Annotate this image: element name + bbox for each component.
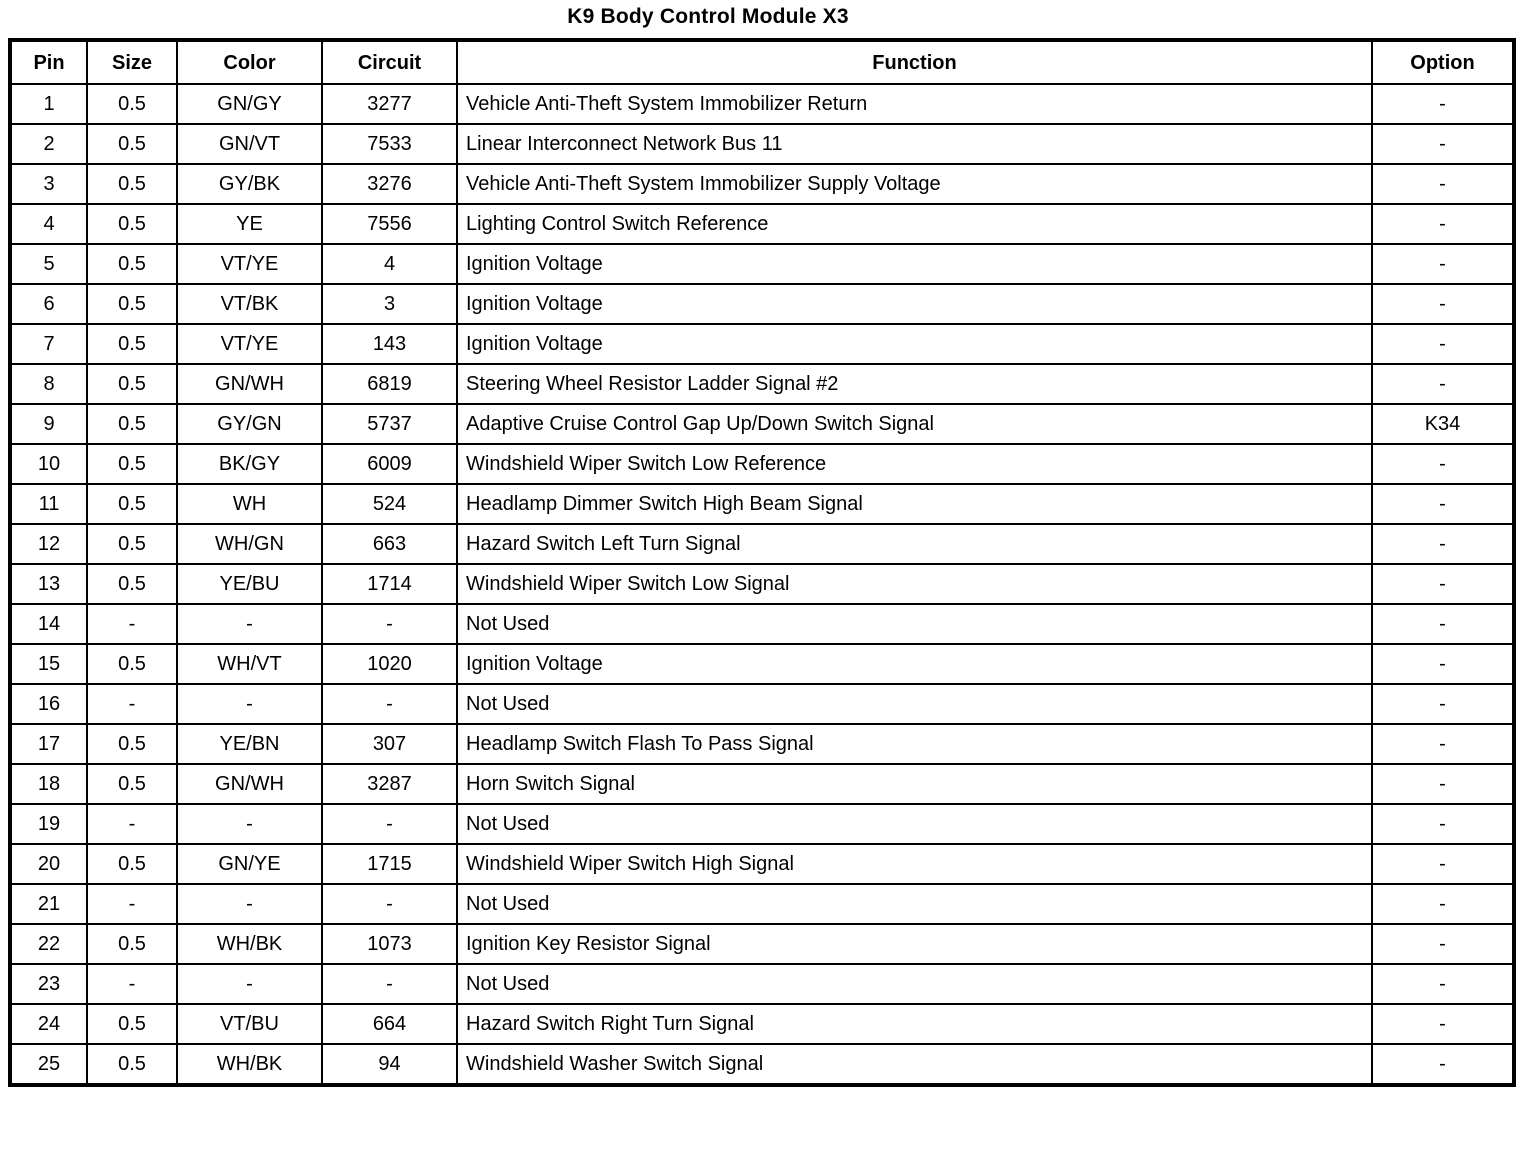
cell-function: Hazard Switch Right Turn Signal	[457, 1004, 1372, 1044]
cell-size: 0.5	[87, 724, 177, 764]
cell-function: Hazard Switch Left Turn Signal	[457, 524, 1372, 564]
cell-circuit: 3287	[322, 764, 457, 804]
cell-pin: 5	[10, 244, 87, 284]
cell-option: -	[1372, 924, 1514, 964]
cell-circuit: 94	[322, 1044, 457, 1085]
cell-option: -	[1372, 764, 1514, 804]
cell-color: WH/BK	[177, 1044, 322, 1085]
cell-size: -	[87, 604, 177, 644]
table-row	[10, 524, 1514, 564]
cell-pin: 14	[10, 604, 87, 644]
cell-size: 0.5	[87, 324, 177, 364]
cell-size: 0.5	[87, 1004, 177, 1044]
cell-circuit: 5737	[322, 404, 457, 444]
cell-option: -	[1372, 364, 1514, 404]
cell-pin: 23	[10, 964, 87, 1004]
cell-option: -	[1372, 884, 1514, 924]
cell-size: 0.5	[87, 1044, 177, 1085]
cell-color: -	[177, 804, 322, 844]
cell-color: GY/GN	[177, 404, 322, 444]
cell-size: 0.5	[87, 924, 177, 964]
cell-circuit: 4	[322, 244, 457, 284]
cell-pin: 13	[10, 564, 87, 604]
table-row	[10, 284, 1514, 324]
table-row	[10, 444, 1514, 484]
cell-option: -	[1372, 444, 1514, 484]
cell-circuit: 7556	[322, 204, 457, 244]
cell-pin: 10	[10, 444, 87, 484]
cell-color: WH/GN	[177, 524, 322, 564]
cell-size: 0.5	[87, 644, 177, 684]
cell-size: 0.5	[87, 284, 177, 324]
cell-color: YE	[177, 204, 322, 244]
cell-option: -	[1372, 1004, 1514, 1044]
cell-function: Ignition Key Resistor Signal	[457, 924, 1372, 964]
cell-option: -	[1372, 1044, 1514, 1085]
column-header-option: Option	[1372, 40, 1514, 84]
cell-pin: 25	[10, 1044, 87, 1085]
cell-color: GN/VT	[177, 124, 322, 164]
column-header-function: Function	[457, 40, 1372, 84]
cell-function: Ignition Voltage	[457, 284, 1372, 324]
table-row	[10, 564, 1514, 604]
cell-option: -	[1372, 724, 1514, 764]
cell-circuit: 3	[322, 284, 457, 324]
cell-pin: 20	[10, 844, 87, 884]
cell-size: 0.5	[87, 84, 177, 124]
table-row	[10, 484, 1514, 524]
cell-option: -	[1372, 684, 1514, 724]
table-row	[10, 364, 1514, 404]
cell-color: VT/BK	[177, 284, 322, 324]
cell-pin: 7	[10, 324, 87, 364]
cell-function: Not Used	[457, 684, 1372, 724]
cell-color: -	[177, 684, 322, 724]
cell-function: Not Used	[457, 884, 1372, 924]
cell-circuit: 1715	[322, 844, 457, 884]
cell-color: GN/GY	[177, 84, 322, 124]
cell-color: -	[177, 604, 322, 644]
table-row	[10, 924, 1514, 964]
cell-circuit: -	[322, 604, 457, 644]
cell-function: Steering Wheel Resistor Ladder Signal #2	[457, 364, 1372, 404]
cell-option: -	[1372, 524, 1514, 564]
table-row	[10, 1044, 1514, 1085]
cell-function: Ignition Voltage	[457, 244, 1372, 284]
cell-color: GN/YE	[177, 844, 322, 884]
table-row	[10, 84, 1514, 124]
table-row	[10, 404, 1514, 444]
cell-size: 0.5	[87, 844, 177, 884]
cell-size: 0.5	[87, 124, 177, 164]
pinout-table-body	[10, 84, 1514, 1085]
cell-function: Headlamp Switch Flash To Pass Signal	[457, 724, 1372, 764]
cell-color: WH	[177, 484, 322, 524]
cell-function: Not Used	[457, 804, 1372, 844]
cell-option: -	[1372, 564, 1514, 604]
cell-size: -	[87, 964, 177, 1004]
table-row	[10, 684, 1514, 724]
cell-size: 0.5	[87, 404, 177, 444]
cell-color: VT/BU	[177, 1004, 322, 1044]
table-row	[10, 324, 1514, 364]
cell-function: Lighting Control Switch Reference	[457, 204, 1372, 244]
page-title: K9 Body Control Module X3	[567, 5, 849, 28]
cell-circuit: -	[322, 804, 457, 844]
cell-circuit: 1714	[322, 564, 457, 604]
table-row	[10, 884, 1514, 924]
cell-pin: 18	[10, 764, 87, 804]
cell-color: YE/BN	[177, 724, 322, 764]
cell-option: -	[1372, 124, 1514, 164]
cell-pin: 1	[10, 84, 87, 124]
cell-size: -	[87, 684, 177, 724]
table-row	[10, 804, 1514, 844]
table-row	[10, 204, 1514, 244]
cell-function: Windshield Washer Switch Signal	[457, 1044, 1372, 1085]
cell-pin: 8	[10, 364, 87, 404]
cell-option: -	[1372, 244, 1514, 284]
table-row	[10, 764, 1514, 804]
cell-pin: 6	[10, 284, 87, 324]
cell-option: -	[1372, 284, 1514, 324]
cell-circuit: 307	[322, 724, 457, 764]
cell-option: -	[1372, 484, 1514, 524]
column-header-pin: Pin	[10, 40, 87, 84]
cell-circuit: 3276	[322, 164, 457, 204]
cell-function: Windshield Wiper Switch Low Signal	[457, 564, 1372, 604]
cell-size: 0.5	[87, 164, 177, 204]
cell-circuit: 1073	[322, 924, 457, 964]
cell-color: GN/WH	[177, 764, 322, 804]
table-row	[10, 604, 1514, 644]
cell-size: -	[87, 884, 177, 924]
cell-circuit: 3277	[322, 84, 457, 124]
cell-option: -	[1372, 644, 1514, 684]
cell-size: 0.5	[87, 244, 177, 284]
header-row	[10, 40, 1514, 84]
cell-pin: 17	[10, 724, 87, 764]
cell-circuit: 663	[322, 524, 457, 564]
cell-pin: 22	[10, 924, 87, 964]
pinout-table	[8, 38, 1516, 1087]
cell-color: YE/BU	[177, 564, 322, 604]
table-row	[10, 164, 1514, 204]
column-header-size: Size	[87, 40, 177, 84]
table-row	[10, 644, 1514, 684]
cell-circuit: 7533	[322, 124, 457, 164]
cell-color: -	[177, 964, 322, 1004]
cell-function: Not Used	[457, 604, 1372, 644]
cell-circuit: 664	[322, 1004, 457, 1044]
cell-option: -	[1372, 964, 1514, 1004]
cell-color: WH/BK	[177, 924, 322, 964]
cell-option: -	[1372, 604, 1514, 644]
cell-function: Ignition Voltage	[457, 644, 1372, 684]
cell-function: Not Used	[457, 964, 1372, 1004]
cell-circuit: 6819	[322, 364, 457, 404]
cell-color: -	[177, 884, 322, 924]
cell-color: BK/GY	[177, 444, 322, 484]
cell-function: Ignition Voltage	[457, 324, 1372, 364]
cell-size: 0.5	[87, 484, 177, 524]
table-row	[10, 964, 1514, 1004]
table-row	[10, 124, 1514, 164]
cell-pin: 9	[10, 404, 87, 444]
cell-function: Headlamp Dimmer Switch High Beam Signal	[457, 484, 1372, 524]
cell-pin: 15	[10, 644, 87, 684]
cell-pin: 16	[10, 684, 87, 724]
cell-function: Vehicle Anti-Theft System Immobilizer Supply Voltage	[457, 164, 1372, 204]
cell-option: -	[1372, 204, 1514, 244]
cell-circuit: -	[322, 884, 457, 924]
cell-circuit: 6009	[322, 444, 457, 484]
cell-pin: 11	[10, 484, 87, 524]
cell-function: Linear Interconnect Network Bus 11	[457, 124, 1372, 164]
cell-function: Windshield Wiper Switch Low Reference	[457, 444, 1372, 484]
cell-function: Windshield Wiper Switch High Signal	[457, 844, 1372, 884]
cell-option: -	[1372, 844, 1514, 884]
cell-circuit: 143	[322, 324, 457, 364]
cell-option: -	[1372, 164, 1514, 204]
cell-pin: 2	[10, 124, 87, 164]
cell-color: WH/VT	[177, 644, 322, 684]
table-row	[10, 1004, 1514, 1044]
cell-circuit: -	[322, 964, 457, 1004]
cell-size: 0.5	[87, 364, 177, 404]
cell-color: VT/YE	[177, 244, 322, 284]
cell-pin: 3	[10, 164, 87, 204]
cell-size: 0.5	[87, 204, 177, 244]
column-header-color: Color	[177, 40, 322, 84]
table-row	[10, 844, 1514, 884]
cell-circuit: -	[322, 684, 457, 724]
cell-pin: 24	[10, 1004, 87, 1044]
pinout-table-header	[10, 40, 1514, 84]
cell-pin: 21	[10, 884, 87, 924]
cell-color: GN/WH	[177, 364, 322, 404]
table-row	[10, 724, 1514, 764]
column-header-circuit: Circuit	[322, 40, 457, 84]
cell-function: Adaptive Cruise Control Gap Up/Down Switch Signal	[457, 404, 1372, 444]
cell-option: -	[1372, 324, 1514, 364]
cell-option: -	[1372, 84, 1514, 124]
cell-pin: 4	[10, 204, 87, 244]
cell-function: Vehicle Anti-Theft System Immobilizer Return	[457, 84, 1372, 124]
cell-circuit: 524	[322, 484, 457, 524]
cell-option: -	[1372, 804, 1514, 844]
cell-color: VT/YE	[177, 324, 322, 364]
cell-size: 0.5	[87, 764, 177, 804]
cell-function: Horn Switch Signal	[457, 764, 1372, 804]
cell-size: -	[87, 804, 177, 844]
cell-option: K34	[1372, 404, 1514, 444]
cell-color: GY/BK	[177, 164, 322, 204]
table-row	[10, 244, 1514, 284]
cell-size: 0.5	[87, 524, 177, 564]
cell-pin: 19	[10, 804, 87, 844]
cell-size: 0.5	[87, 444, 177, 484]
cell-circuit: 1020	[322, 644, 457, 684]
cell-size: 0.5	[87, 564, 177, 604]
cell-pin: 12	[10, 524, 87, 564]
